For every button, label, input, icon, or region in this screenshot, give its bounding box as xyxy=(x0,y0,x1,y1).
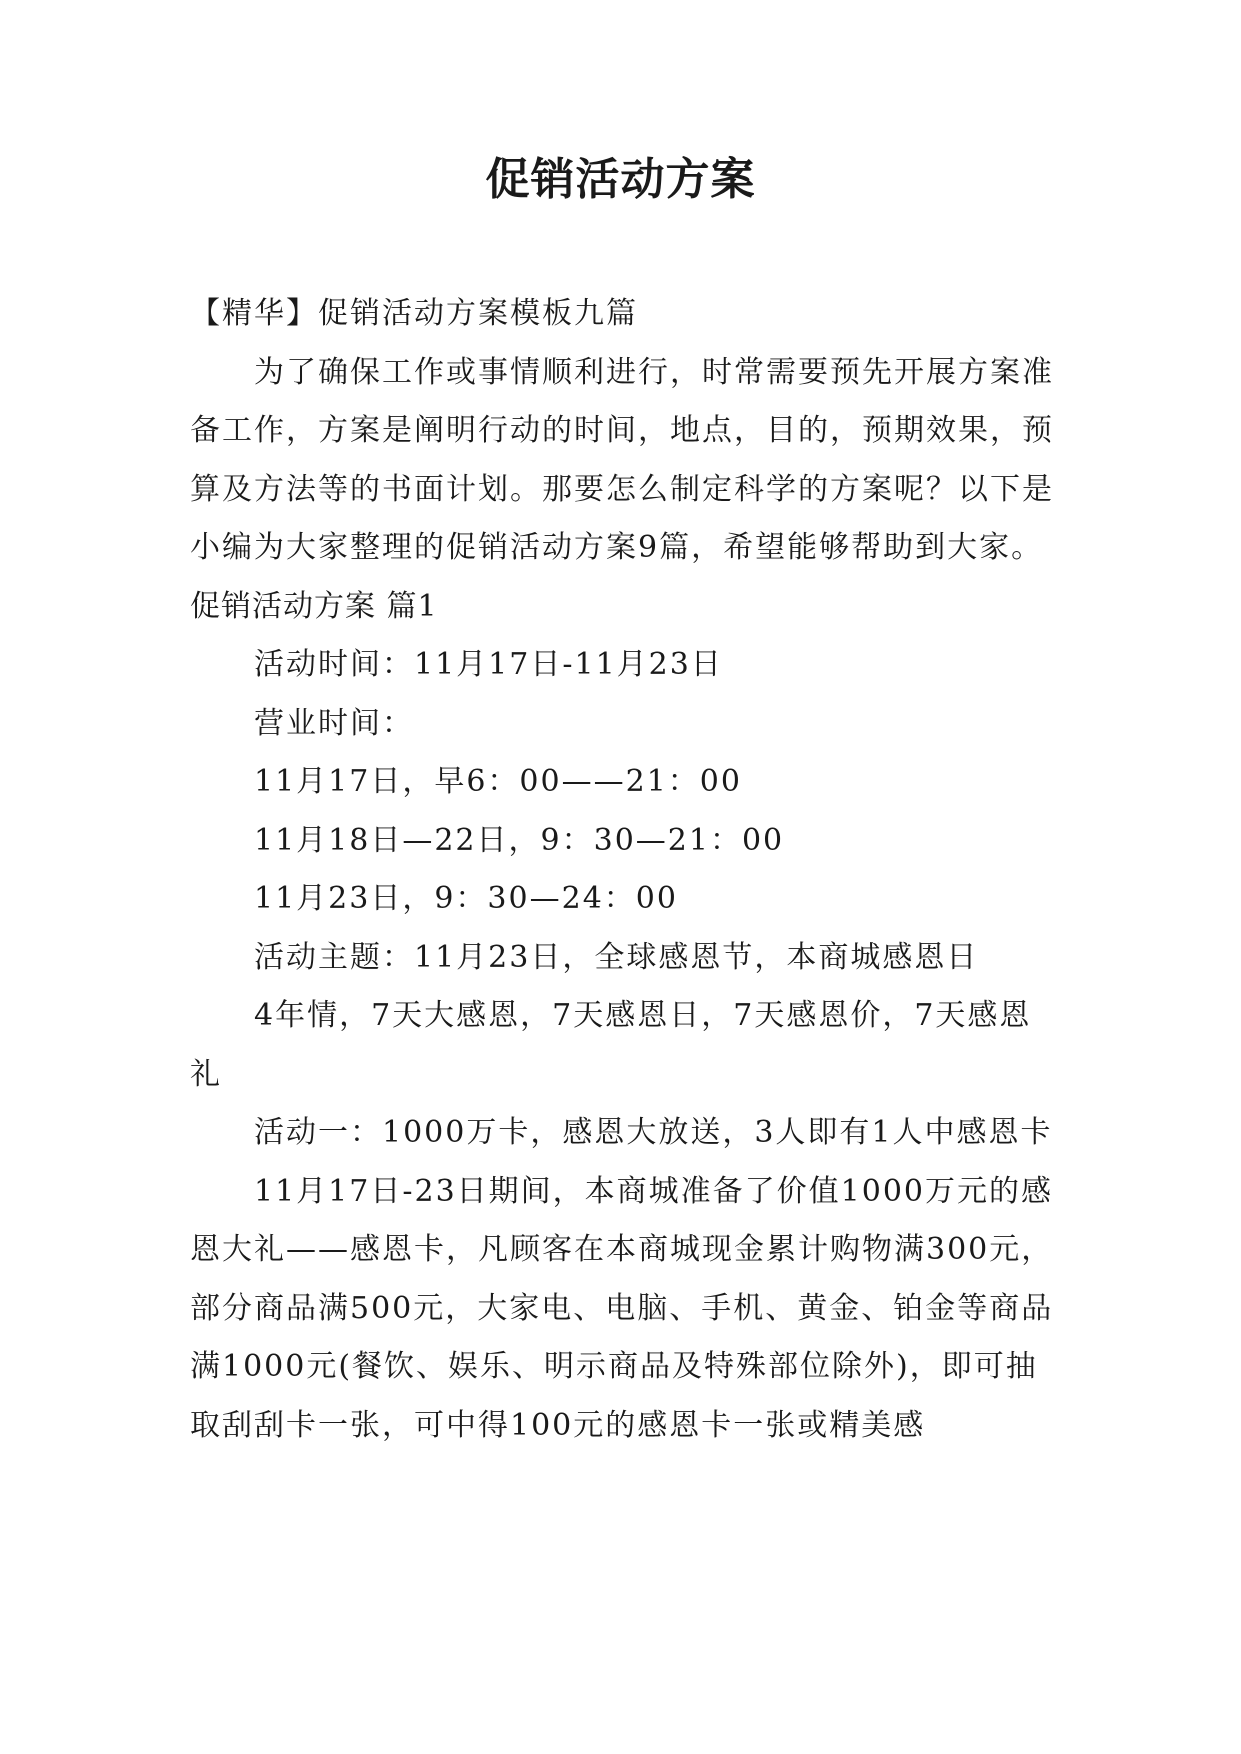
paragraph-activity-time: 活动时间：11月17日-11月23日 xyxy=(254,647,723,682)
section-heading: 促销活动方案 篇1 xyxy=(190,588,438,624)
paragraph-activity-one: 活动一：1000万卡，感恩大放送，3人即有1人中感恩卡 xyxy=(254,1115,1053,1150)
document-subtitle: 【精华】促销活动方案模板九篇 xyxy=(190,296,638,331)
document-title: 促销活动方案 xyxy=(485,154,756,205)
paragraph-hours-nov18-22: 11月18日—22日，9：30—21：00 xyxy=(254,822,785,858)
paragraph-theme: 活动主题：11月23日，全球感恩节，本商城感恩日 xyxy=(254,939,979,975)
paragraph-hours-nov17: 11月17日，早6：00——21：00 xyxy=(254,764,742,799)
paragraph-hours-nov23: 11月23日，9：30—24：00 xyxy=(254,881,678,916)
paragraph-business-hours: 营业时间： xyxy=(254,705,414,741)
paragraph-activity-one-detail: 11月17日-23日期间，本商城准备了价值1000万元的感恩大礼——感恩卡，凡顾客在本商城现金累计购物满300元，部分商品满500元，大家电、电脑、手机、黄金、铂金等商品满1000元(餐饮、娱乐、明示商品及特殊部位除外)，即可抽取刮刮卡一张，可中得100元的感恩卡一张或精美感 xyxy=(190,1173,1054,1443)
document-body xyxy=(190,285,1060,1455)
paragraph-slogan: 4年情，7天大感恩，7天感恩日，7天感恩价，7天感恩礼 xyxy=(190,998,1032,1092)
intro-paragraph: 为了确保工作或事情顺利进行，时常需要预先开展方案准备工作，方案是阐明行动的时间，地点，目的，预期效果，预算及方法等的书面计划。那要怎么制定科学的方案呢？以下是小编为大家整理的促销活动方案9篇，希望能够帮助到大家。 xyxy=(190,354,1054,565)
